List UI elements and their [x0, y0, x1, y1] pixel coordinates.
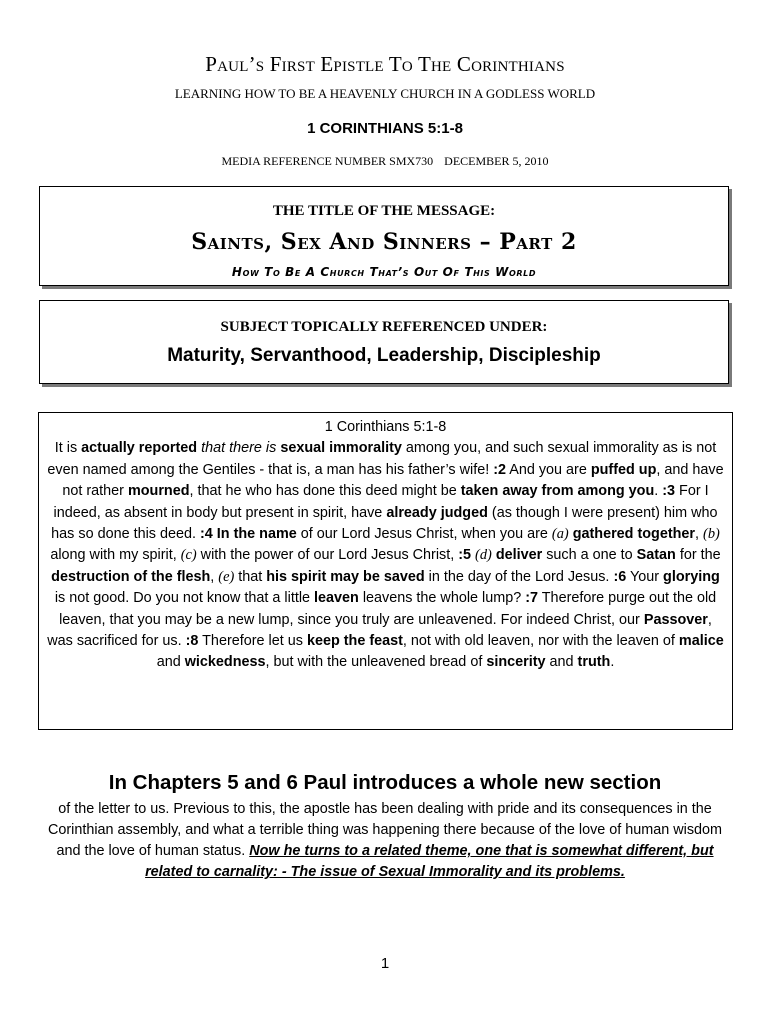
scripture-segment: , but with the unleavened bread of [265, 654, 487, 671]
scripture-segment: in the day of the Lord Jesus. [424, 568, 614, 585]
section-emphasis: Now he turns to a related theme, one that is somewhat different, but related to carnality: - The issue of Sexual Immorality and its problems. [145, 843, 714, 880]
outline-marker: (e) [218, 568, 235, 585]
scripture-segment: , [695, 526, 704, 543]
subject-value: Maturity, Servanthood, Leadership, Discipleship [167, 345, 601, 366]
scripture-segment: among you, and such sexual immorality as is not even named among the Gentiles - that is, a man has his father’s wife! [47, 440, 717, 478]
section-body-text: of the letter to us. Previous to this, the apostle has been dealing with pride and its consequences in the Corinthian assembly, and what a terrible thing was happening there because of the love of human wisdom and the love of human status. [47, 801, 723, 859]
verse-number: :3 [662, 483, 676, 500]
scripture-segment: Therefore let us [198, 633, 307, 650]
section-heading: In Chapters 5 and 6 Paul introduces a whole new section [108, 771, 662, 794]
scripture-segment: such a one to [542, 547, 637, 564]
scripture-segment: sexual immorality [280, 440, 402, 457]
scripture-segment: Satan [636, 547, 676, 564]
outline-marker: (b) [703, 526, 720, 543]
verse-number: :6 [613, 568, 627, 585]
scripture-segment: sincerity [486, 654, 546, 671]
media-reference-number: MEDIA REFERENCE NUMBER SMX730 [221, 154, 434, 168]
message-title-label: THE TITLE OF THE MESSAGE: [272, 203, 496, 219]
scripture-segment: deliver [495, 547, 543, 564]
message-title: Saints, Sex And Sinners – Part 2 [191, 229, 577, 255]
scripture-segment: And you are [506, 461, 591, 478]
scripture-segment: his spirit may be saved [266, 568, 425, 585]
scripture-segment: . [610, 654, 615, 671]
scripture-box [38, 412, 733, 730]
scripture-segment: along with my spirit, [50, 547, 181, 564]
scripture-segment: glorying [663, 568, 720, 585]
scripture-segment: actually reported [81, 440, 198, 457]
scripture-segment: destruction of the flesh [51, 568, 211, 585]
scripture-segment: Therefore purge out the old leaven, that you may be a new lump, since you truly are unleavened. For indeed Christ, our [59, 590, 717, 628]
scripture-segment: and [156, 654, 185, 671]
scripture-segment: truth [577, 654, 611, 671]
subject-label: SUBJECT TOPICALLY REFERENCED UNDER: [220, 319, 548, 335]
scripture-segment: (as though I were present) him who has so done this deed. [51, 504, 718, 543]
document-title: Paul’s First Epistle To The Corinthians [205, 52, 565, 76]
scripture-segment: and [545, 654, 578, 671]
verse-number: :4 In the name [199, 526, 297, 543]
scripture-segment: leaven [314, 590, 359, 607]
verse-number: :5 [458, 547, 472, 564]
scripture-reference: 1 CORINTHIANS 5:1-8 [307, 120, 463, 137]
scripture-segment: , was sacrificed for us. [47, 611, 712, 650]
scripture-segment: mourned [127, 483, 190, 500]
section-body [40, 799, 730, 883]
verse-number: :7 [525, 590, 539, 607]
outline-marker: (c) [180, 547, 197, 564]
scripture-segment: . [654, 483, 663, 500]
scripture-segment: for the [675, 547, 721, 564]
scripture-segment: puffed up [590, 461, 657, 478]
scripture-segment: is not good. Do you not know that a little [54, 590, 315, 607]
scripture-segment: , and have not rather [62, 461, 724, 500]
verse-number: :8 [185, 633, 199, 650]
subject-box [39, 300, 729, 384]
scripture-segment: Passover [643, 611, 708, 628]
document-subtitle: LEARNING HOW TO BE A HEAVENLY CHURCH IN A GODLESS WORLD [174, 86, 596, 101]
outline-marker: (a) [551, 526, 569, 543]
scripture-segment: , [210, 568, 219, 585]
scripture-segment: For I indeed, as absent in body but present in spirit, have [53, 483, 709, 521]
scripture-segment: , that he who has done this deed might be [189, 483, 461, 500]
scripture-segment: , not with old leaven, nor with the leaven of [402, 633, 679, 650]
scripture-segment: It is [54, 440, 82, 457]
scripture-heading: 1 Corinthians 5:1-8 [324, 419, 447, 435]
verse-number: :2 [493, 461, 507, 478]
message-date: DECEMBER 5, 2010 [444, 154, 549, 168]
scripture-text [45, 438, 726, 673]
message-title-box [39, 186, 729, 286]
message-subtitle: How To Be A Church That’s Out Of This World [231, 265, 537, 279]
scripture-segment: wickedness [184, 654, 266, 671]
outline-marker: (d) [475, 547, 492, 564]
scripture-segment: malice [678, 633, 724, 650]
scripture-segment: already judged [386, 504, 488, 521]
scripture-segment: Your [626, 568, 664, 585]
scripture-segment: leavens the whole lump? [358, 590, 526, 607]
scripture-segment: that there is [197, 440, 277, 457]
scripture-segment: that [234, 568, 267, 585]
page-number: 1 [380, 955, 390, 972]
scripture-segment: gathered together [572, 526, 696, 543]
scripture-segment: with the power of our Lord Jesus Christ, [196, 547, 459, 564]
scripture-segment: of our Lord Jesus Christ, when you are [296, 526, 552, 543]
scripture-segment: taken away from among you [460, 483, 655, 500]
scripture-segment: keep the feast [306, 633, 403, 650]
media-reference-line [0, 154, 770, 169]
